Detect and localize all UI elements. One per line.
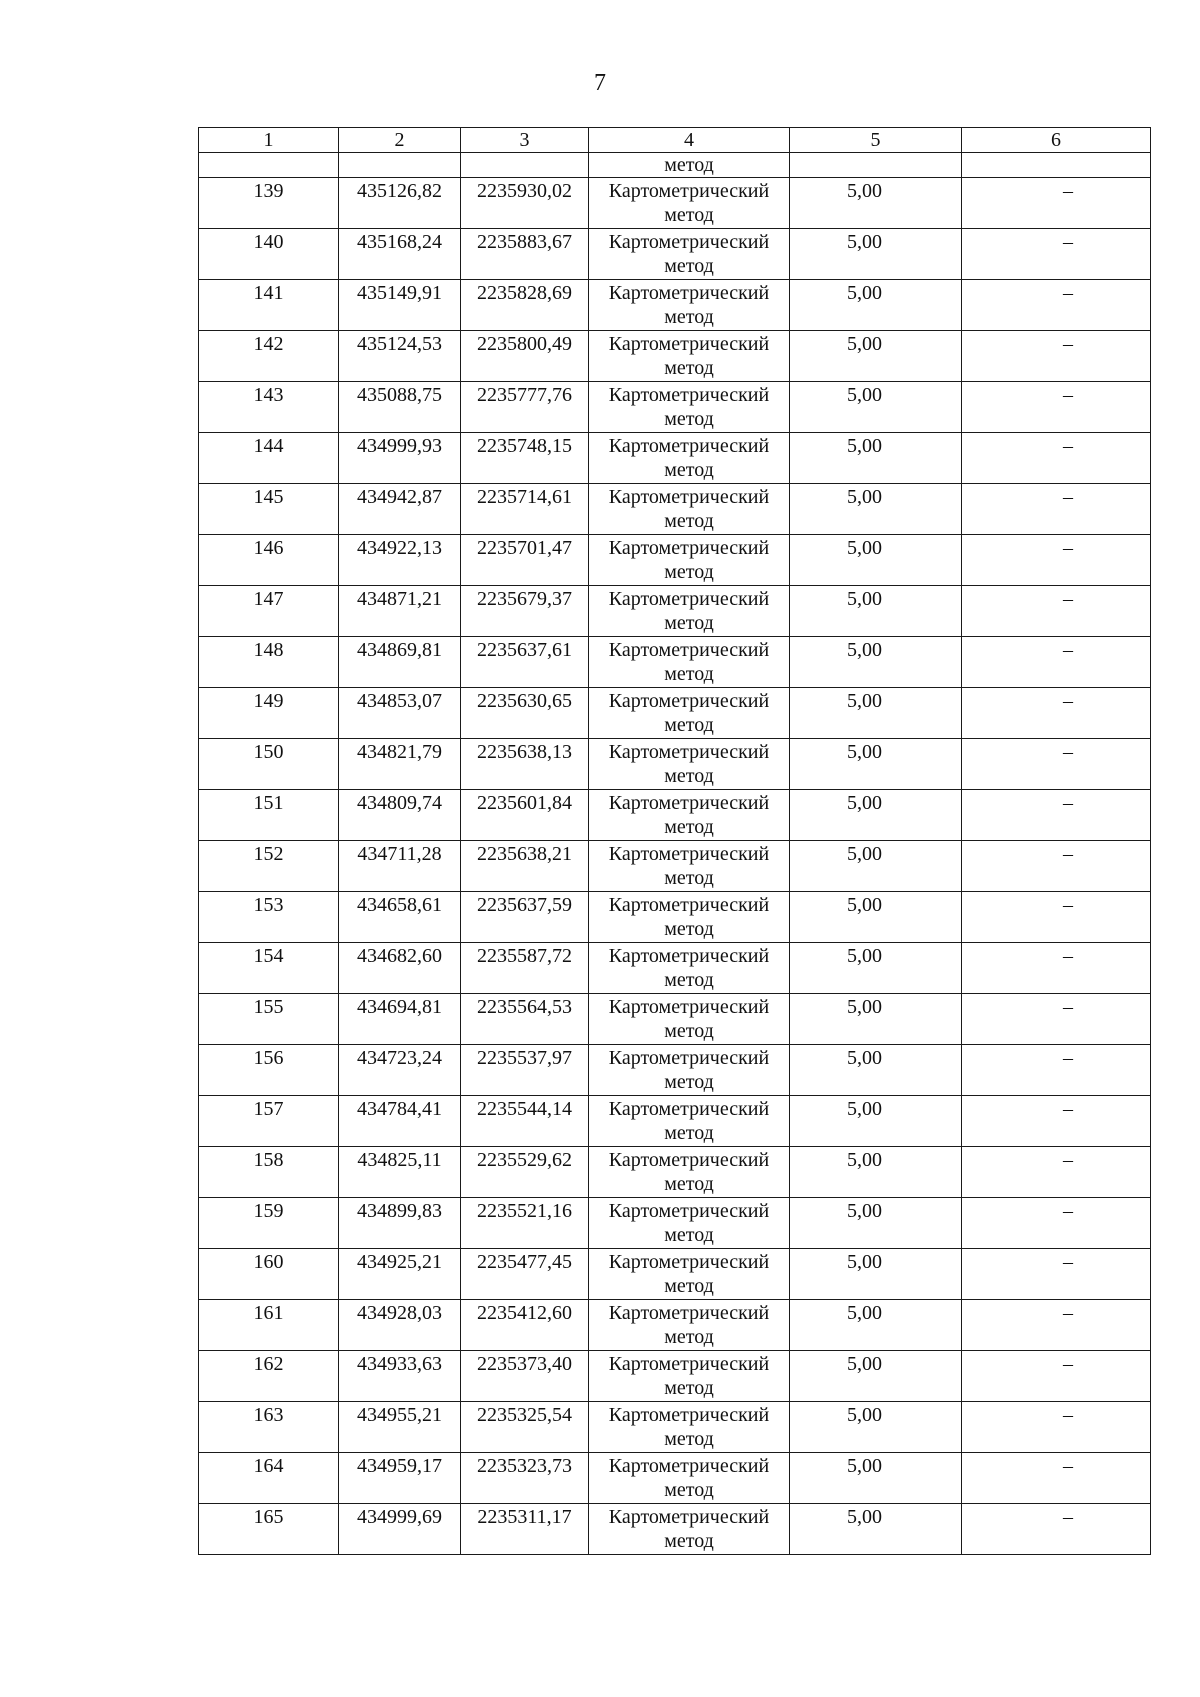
point-number-cell: 149: [199, 688, 339, 739]
accuracy-cell: 5,00: [790, 280, 962, 331]
accuracy-cell: 5,00: [790, 739, 962, 790]
method-line-1: Картометрический: [608, 1455, 770, 1477]
y-coordinate-cell: 2235930,02: [461, 178, 589, 229]
method-cell: [589, 484, 790, 535]
method-line-2: метод: [664, 1377, 714, 1399]
method-cell: [589, 1453, 790, 1504]
method-line-1: Картометрический: [608, 1251, 770, 1273]
accuracy-cell: 5,00: [790, 892, 962, 943]
y-coordinate-cell: 2235537,97: [461, 1045, 589, 1096]
x-coordinate-cell: 434784,41: [339, 1096, 461, 1147]
x-coordinate-cell: 434723,24: [339, 1045, 461, 1096]
method-cell: [589, 1402, 790, 1453]
table-row: [199, 739, 1151, 790]
table-row: [199, 331, 1151, 382]
table-row: [199, 382, 1151, 433]
method-line-1: Картометрический: [608, 1200, 770, 1222]
x-coordinate-cell: 434928,03: [339, 1300, 461, 1351]
y-coordinate-cell: 2235325,54: [461, 1402, 589, 1453]
accuracy-cell: 5,00: [790, 1249, 962, 1300]
y-coordinate-cell: 2235777,76: [461, 382, 589, 433]
method-line-1: Картометрический: [608, 537, 770, 559]
accuracy-cell: 5,00: [790, 535, 962, 586]
method-line-1: Картометрический: [608, 333, 770, 355]
description-cell: –: [962, 841, 1151, 892]
point-number-cell: 165: [199, 1504, 339, 1555]
x-coordinate-cell: 434959,17: [339, 1453, 461, 1504]
x-coordinate-cell: 434999,93: [339, 433, 461, 484]
description-cell: –: [962, 1096, 1151, 1147]
method-line-1: Картометрический: [608, 588, 770, 610]
point-number-cell: 162: [199, 1351, 339, 1402]
y-coordinate-cell: 2235373,40: [461, 1351, 589, 1402]
table-row: [199, 1300, 1151, 1351]
method-line-2: метод: [664, 357, 714, 379]
continuation-cell-empty: [962, 153, 1151, 178]
y-coordinate-cell: 2235564,53: [461, 994, 589, 1045]
description-cell: –: [962, 1504, 1151, 1555]
point-number-cell: 152: [199, 841, 339, 892]
x-coordinate-cell: 434925,21: [339, 1249, 461, 1300]
accuracy-cell: 5,00: [790, 688, 962, 739]
point-number-cell: 147: [199, 586, 339, 637]
point-number-cell: 159: [199, 1198, 339, 1249]
y-coordinate-cell: 2235521,16: [461, 1198, 589, 1249]
column-header-6: 6: [962, 128, 1151, 153]
description-cell: –: [962, 586, 1151, 637]
accuracy-cell: 5,00: [790, 1453, 962, 1504]
y-coordinate-cell: 2235638,13: [461, 739, 589, 790]
method-line-1: Картометрический: [608, 1047, 770, 1069]
method-line-1: Картометрический: [608, 690, 770, 712]
column-header-2: 2: [339, 128, 461, 153]
point-number-cell: 150: [199, 739, 339, 790]
description-cell: –: [962, 1351, 1151, 1402]
y-coordinate-cell: 2235883,67: [461, 229, 589, 280]
method-line-2: метод: [664, 918, 714, 940]
table-row: [199, 841, 1151, 892]
point-number-cell: 148: [199, 637, 339, 688]
method-line-2: метод: [664, 1020, 714, 1042]
accuracy-cell: 5,00: [790, 433, 962, 484]
table-row: [199, 1504, 1151, 1555]
method-line-2: метод: [664, 1122, 714, 1144]
x-coordinate-cell: 435168,24: [339, 229, 461, 280]
description-cell: –: [962, 1300, 1151, 1351]
continuation-cell-empty: [790, 153, 962, 178]
description-cell: –: [962, 1249, 1151, 1300]
x-coordinate-cell: 434955,21: [339, 1402, 461, 1453]
point-number-cell: 143: [199, 382, 339, 433]
x-coordinate-cell: 434694,81: [339, 994, 461, 1045]
description-cell: –: [962, 1198, 1151, 1249]
method-cell: [589, 943, 790, 994]
accuracy-cell: 5,00: [790, 1198, 962, 1249]
column-number-row: [199, 128, 1151, 153]
y-coordinate-cell: 2235601,84: [461, 790, 589, 841]
y-coordinate-cell: 2235748,15: [461, 433, 589, 484]
y-coordinate-cell: 2235828,69: [461, 280, 589, 331]
point-number-cell: 151: [199, 790, 339, 841]
accuracy-cell: 5,00: [790, 331, 962, 382]
x-coordinate-cell: 434899,83: [339, 1198, 461, 1249]
accuracy-cell: 5,00: [790, 178, 962, 229]
table-row: [199, 1402, 1151, 1453]
method-line-2: метод: [664, 663, 714, 685]
x-coordinate-cell: 435088,75: [339, 382, 461, 433]
table-row: [199, 1249, 1151, 1300]
column-header-3: 3: [461, 128, 589, 153]
description-cell: –: [962, 1453, 1151, 1504]
x-coordinate-cell: 434869,81: [339, 637, 461, 688]
method-line-2: метод: [664, 1173, 714, 1195]
description-cell: –: [962, 484, 1151, 535]
point-number-cell: 146: [199, 535, 339, 586]
description-cell: –: [962, 994, 1151, 1045]
method-cell: [589, 1198, 790, 1249]
table-row: [199, 688, 1151, 739]
continuation-row: [199, 153, 1151, 178]
description-cell: –: [962, 943, 1151, 994]
method-line-1: Картометрический: [608, 1098, 770, 1120]
continuation-cell-empty: [339, 153, 461, 178]
accuracy-cell: 5,00: [790, 943, 962, 994]
y-coordinate-cell: 2235714,61: [461, 484, 589, 535]
y-coordinate-cell: 2235412,60: [461, 1300, 589, 1351]
table-row: [199, 1198, 1151, 1249]
method-line-2: метод: [664, 1479, 714, 1501]
description-cell: –: [962, 892, 1151, 943]
accuracy-cell: 5,00: [790, 1504, 962, 1555]
point-number-cell: 160: [199, 1249, 339, 1300]
method-line-1: Картометрический: [608, 741, 770, 763]
coordinates-table: [198, 127, 1151, 1555]
method-line-1: Картометрический: [608, 486, 770, 508]
method-line-2: метод: [664, 306, 714, 328]
table-row: [199, 1096, 1151, 1147]
y-coordinate-cell: 2235637,61: [461, 637, 589, 688]
description-cell: –: [962, 739, 1151, 790]
description-cell: –: [962, 382, 1151, 433]
table-row: [199, 178, 1151, 229]
method-line-2: метод: [664, 510, 714, 532]
table-row: [199, 1351, 1151, 1402]
table-row: [199, 484, 1151, 535]
method-line-1: Картометрический: [608, 996, 770, 1018]
method-line-1: Картометрический: [608, 1353, 770, 1375]
point-number-cell: 145: [199, 484, 339, 535]
accuracy-cell: 5,00: [790, 637, 962, 688]
description-cell: –: [962, 280, 1151, 331]
method-cell: [589, 637, 790, 688]
y-coordinate-cell: 2235637,59: [461, 892, 589, 943]
x-coordinate-cell: 434809,74: [339, 790, 461, 841]
accuracy-cell: 5,00: [790, 1147, 962, 1198]
accuracy-cell: 5,00: [790, 1300, 962, 1351]
point-number-cell: 158: [199, 1147, 339, 1198]
method-line-1: Картометрический: [608, 282, 770, 304]
y-coordinate-cell: 2235587,72: [461, 943, 589, 994]
method-cell: [589, 790, 790, 841]
table-row: [199, 790, 1151, 841]
table-row: [199, 433, 1151, 484]
point-number-cell: 164: [199, 1453, 339, 1504]
y-coordinate-cell: 2235529,62: [461, 1147, 589, 1198]
table-row: [199, 535, 1151, 586]
method-line-2: метод: [664, 561, 714, 583]
y-coordinate-cell: 2235477,45: [461, 1249, 589, 1300]
description-cell: –: [962, 433, 1151, 484]
x-coordinate-cell: 434825,11: [339, 1147, 461, 1198]
method-line-2: метод: [664, 1071, 714, 1093]
description-cell: –: [962, 229, 1151, 280]
table-row: [199, 1147, 1151, 1198]
point-number-cell: 144: [199, 433, 339, 484]
table-row: [199, 586, 1151, 637]
method-line-1: Картометрический: [608, 435, 770, 457]
method-cell: [589, 586, 790, 637]
point-number-cell: 161: [199, 1300, 339, 1351]
point-number-cell: 163: [199, 1402, 339, 1453]
y-coordinate-cell: 2235630,65: [461, 688, 589, 739]
method-line-2: метод: [664, 204, 714, 226]
method-cell: [589, 382, 790, 433]
description-cell: –: [962, 331, 1151, 382]
method-cell: [589, 1504, 790, 1555]
page-number: 7: [594, 70, 606, 96]
method-line-1: Картометрический: [608, 1506, 770, 1528]
accuracy-cell: 5,00: [790, 1351, 962, 1402]
description-cell: –: [962, 688, 1151, 739]
accuracy-cell: 5,00: [790, 382, 962, 433]
table-row: [199, 943, 1151, 994]
accuracy-cell: 5,00: [790, 586, 962, 637]
continuation-method-cell: метод: [589, 153, 790, 178]
method-line-2: метод: [664, 1428, 714, 1450]
x-coordinate-cell: 434942,87: [339, 484, 461, 535]
x-coordinate-cell: 434933,63: [339, 1351, 461, 1402]
point-number-cell: 141: [199, 280, 339, 331]
x-coordinate-cell: 434658,61: [339, 892, 461, 943]
point-number-cell: 140: [199, 229, 339, 280]
method-cell: [589, 688, 790, 739]
method-line-2: метод: [664, 1275, 714, 1297]
description-cell: –: [962, 790, 1151, 841]
point-number-cell: 139: [199, 178, 339, 229]
table-row: [199, 1453, 1151, 1504]
x-coordinate-cell: 435124,53: [339, 331, 461, 382]
table-row: [199, 1045, 1151, 1096]
y-coordinate-cell: 2235800,49: [461, 331, 589, 382]
y-coordinate-cell: 2235544,14: [461, 1096, 589, 1147]
y-coordinate-cell: 2235311,17: [461, 1504, 589, 1555]
method-cell: [589, 841, 790, 892]
method-line-2: метод: [664, 816, 714, 838]
method-line-2: метод: [664, 714, 714, 736]
x-coordinate-cell: 434682,60: [339, 943, 461, 994]
accuracy-cell: 5,00: [790, 1096, 962, 1147]
column-header-1: 1: [199, 128, 339, 153]
method-cell: [589, 1147, 790, 1198]
description-cell: –: [962, 535, 1151, 586]
method-line-1: Картометрический: [608, 1404, 770, 1426]
accuracy-cell: 5,00: [790, 790, 962, 841]
method-cell: [589, 535, 790, 586]
description-cell: –: [962, 1402, 1151, 1453]
x-coordinate-cell: 434922,13: [339, 535, 461, 586]
method-line-1: Картометрический: [608, 384, 770, 406]
point-number-cell: 156: [199, 1045, 339, 1096]
accuracy-cell: 5,00: [790, 994, 962, 1045]
table-row: [199, 637, 1151, 688]
method-line-1: Картометрический: [608, 1149, 770, 1171]
x-coordinate-cell: 434821,79: [339, 739, 461, 790]
description-cell: –: [962, 178, 1151, 229]
x-coordinate-cell: 435149,91: [339, 280, 461, 331]
table-row: [199, 229, 1151, 280]
method-line-2: метод: [664, 1326, 714, 1348]
method-cell: [589, 331, 790, 382]
method-line-1: Картометрический: [608, 1302, 770, 1324]
accuracy-cell: 5,00: [790, 1402, 962, 1453]
method-cell: [589, 739, 790, 790]
method-cell: [589, 1351, 790, 1402]
method-line-2: метод: [664, 867, 714, 889]
y-coordinate-cell: 2235701,47: [461, 535, 589, 586]
method-line-2: метод: [664, 1530, 714, 1552]
method-line-1: Картометрический: [608, 894, 770, 916]
method-cell: [589, 1249, 790, 1300]
method-line-2: метод: [664, 765, 714, 787]
method-line-2: метод: [664, 1224, 714, 1246]
column-header-4: 4: [589, 128, 790, 153]
x-coordinate-cell: 435126,82: [339, 178, 461, 229]
method-line-1: Картометрический: [608, 231, 770, 253]
method-line-2: метод: [664, 969, 714, 991]
x-coordinate-cell: 434711,28: [339, 841, 461, 892]
method-cell: [589, 1045, 790, 1096]
point-number-cell: 154: [199, 943, 339, 994]
method-cell: [589, 994, 790, 1045]
point-number-cell: 157: [199, 1096, 339, 1147]
x-coordinate-cell: 434853,07: [339, 688, 461, 739]
method-line-1: Картометрический: [608, 792, 770, 814]
method-line-2: метод: [664, 459, 714, 481]
point-number-cell: 155: [199, 994, 339, 1045]
x-coordinate-cell: 434871,21: [339, 586, 461, 637]
y-coordinate-cell: 2235638,21: [461, 841, 589, 892]
continuation-cell-empty: [461, 153, 589, 178]
description-cell: –: [962, 1147, 1151, 1198]
method-line-2: метод: [664, 408, 714, 430]
table-body: [199, 128, 1151, 1555]
continuation-cell-empty: [199, 153, 339, 178]
description-cell: –: [962, 637, 1151, 688]
table-row: [199, 892, 1151, 943]
method-cell: [589, 433, 790, 484]
column-header-5: 5: [790, 128, 962, 153]
method-cell: [589, 1096, 790, 1147]
y-coordinate-cell: 2235323,73: [461, 1453, 589, 1504]
method-cell: [589, 892, 790, 943]
method-line-2: метод: [664, 255, 714, 277]
accuracy-cell: 5,00: [790, 484, 962, 535]
accuracy-cell: 5,00: [790, 229, 962, 280]
method-line-1: Картометрический: [608, 945, 770, 967]
point-number-cell: 153: [199, 892, 339, 943]
method-cell: [589, 1300, 790, 1351]
method-line-1: Картометрический: [608, 639, 770, 661]
method-cell: [589, 178, 790, 229]
description-cell: –: [962, 1045, 1151, 1096]
table-row: [199, 994, 1151, 1045]
y-coordinate-cell: 2235679,37: [461, 586, 589, 637]
method-cell: [589, 280, 790, 331]
table-row: [199, 280, 1151, 331]
method-line-2: метод: [664, 612, 714, 634]
method-cell: [589, 229, 790, 280]
accuracy-cell: 5,00: [790, 1045, 962, 1096]
method-line-1: Картометрический: [608, 843, 770, 865]
method-line-1: Картометрический: [608, 180, 770, 202]
point-number-cell: 142: [199, 331, 339, 382]
accuracy-cell: 5,00: [790, 841, 962, 892]
x-coordinate-cell: 434999,69: [339, 1504, 461, 1555]
